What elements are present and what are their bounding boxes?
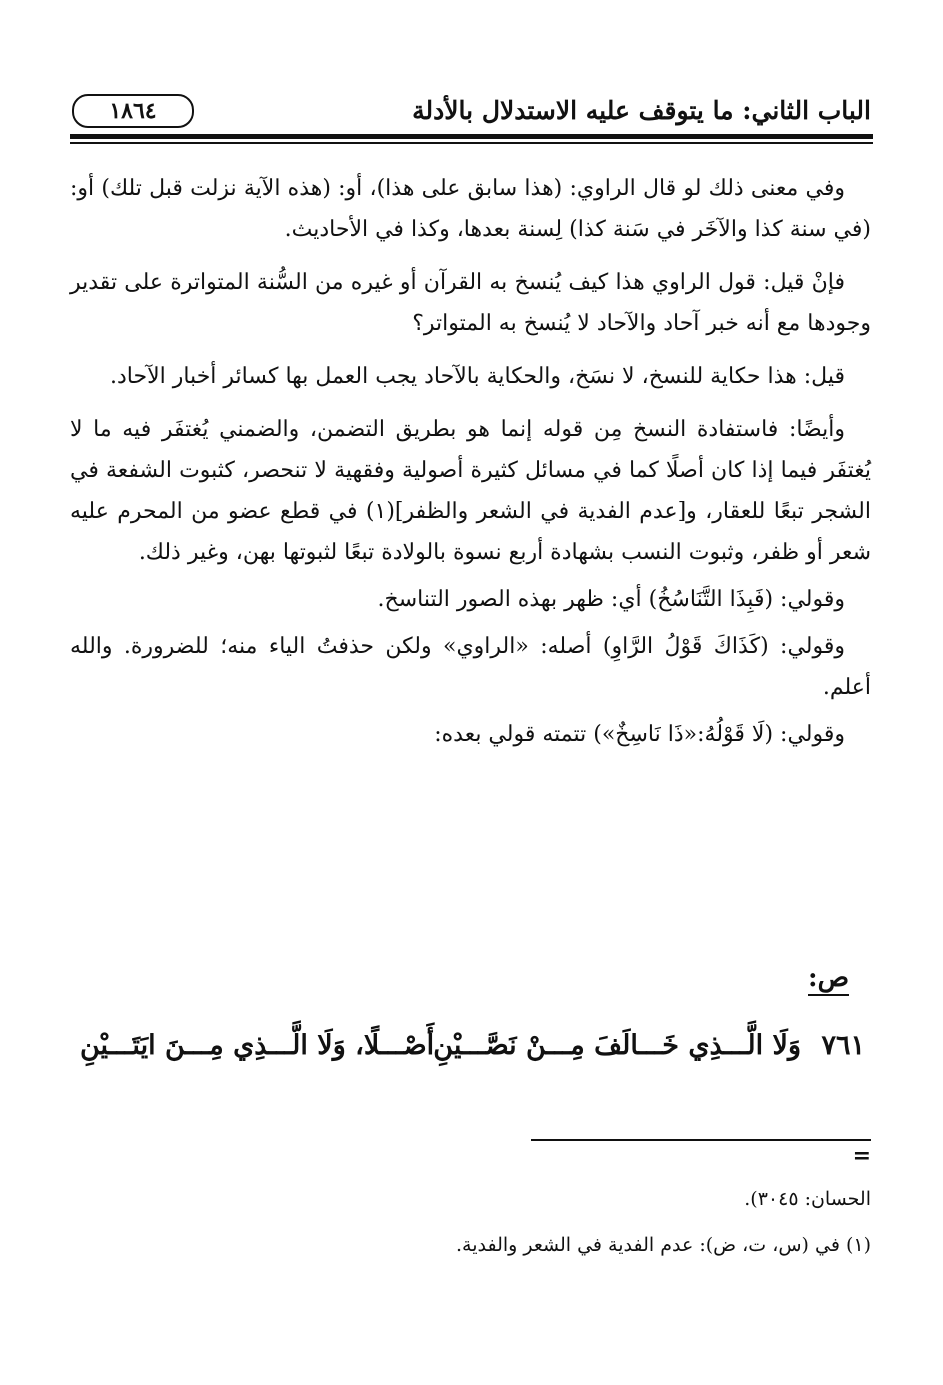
footnote-divider — [531, 1139, 871, 1141]
page-number: ١٨٦٤ — [72, 94, 194, 128]
chapter-title: الباب الثاني: ما يتوقف عليه الاستدلال بالأدلة — [412, 96, 871, 125]
verse-second-hemistich: أَصْـــلًا، وَلَا الَّـــذِي مِـــنَ ايَتَـــيْنِ — [80, 1030, 435, 1061]
main-text — [70, 168, 871, 767]
section-marker: ص: — [808, 962, 849, 996]
header-rule-thin — [70, 142, 873, 144]
verse-line — [80, 1028, 865, 1072]
verse-number: ٧٦١ — [821, 1030, 865, 1061]
paragraph-2: فإنْ قيل: قول الراوي هذا كيف يُنسخ به القرآن أو غيره من السُّنة المتواترة على تقدير وجودها مع أنه خبر آحاد والآحاد لا يُنسخ به المتواتر؟ — [70, 270, 871, 336]
footnote-1: (١) في (س، ت، ض): عدم الفدية في الشعر والفدية. — [456, 1234, 871, 1256]
paragraph-1: وفي معنى ذلك لو قال الراوي: (هذا سابق على هذا)، أو: (هذه الآية نزلت قبل تلك) أو: (في سنة كذا والآخَر في سَنة كذا) لِسنة بعدها، وكذا في الأحاديث. — [70, 176, 871, 242]
paragraph-4: وأيضًا: فاستفادة النسخ مِن قوله إنما هو بطريق التضمن، والضمني يُغتفَر فيه ما لا يُغتفَر فيما إذا كان أصلًا كما في مسائل كثيرة أصولية وفقهية لا تنحصر، كثبوت الشفعة في الشجر تبعًا للعقار، و[عدم الفدية في الشعر والظفر](١) في قطع عضو من المحرم عليه شعر أو ظفر، وثبوت النسب بشهادة أربع نسوة بالولادة تبعًا لثبوتها بهن، وغير ذلك. — [70, 417, 871, 565]
paragraph-3: قيل: هذا حكاية للنسخ، لا نسَخ، والحكاية بالآحاد يجب العمل بها كسائر أخبار الآحاد. — [109, 364, 845, 389]
page-header — [72, 92, 871, 132]
footnote-continued: الحسان: ٣٠٤٥). — [744, 1188, 871, 1210]
header-rule-thick — [70, 134, 873, 139]
paragraph-5: وقولي: (فَبِذَا التَّنَاسُخُ) أي: ظهر بهذه الصور التناسخ. — [377, 587, 845, 612]
verse-first-hemistich: وَلَا الَّـــذِي خَـــالَفَ مِـــنْ نَصَّـــيْنِ — [433, 1030, 801, 1061]
footnotes — [72, 1184, 871, 1276]
paragraph-6: وقولي: (كَذَاكَ قَوْلُ الرَّاوِ) أصله: «الراوي» ولكن حذفتُ الياء منه؛ للضرورة. والله أعلم. — [70, 634, 871, 700]
paragraph-7: وقولي: (لَا قَوْلُهُ:«ذَا نَاسِخٌ») تتمته قولي بعده: — [434, 722, 845, 747]
footnote-continuation-mark: = — [852, 1143, 871, 1169]
